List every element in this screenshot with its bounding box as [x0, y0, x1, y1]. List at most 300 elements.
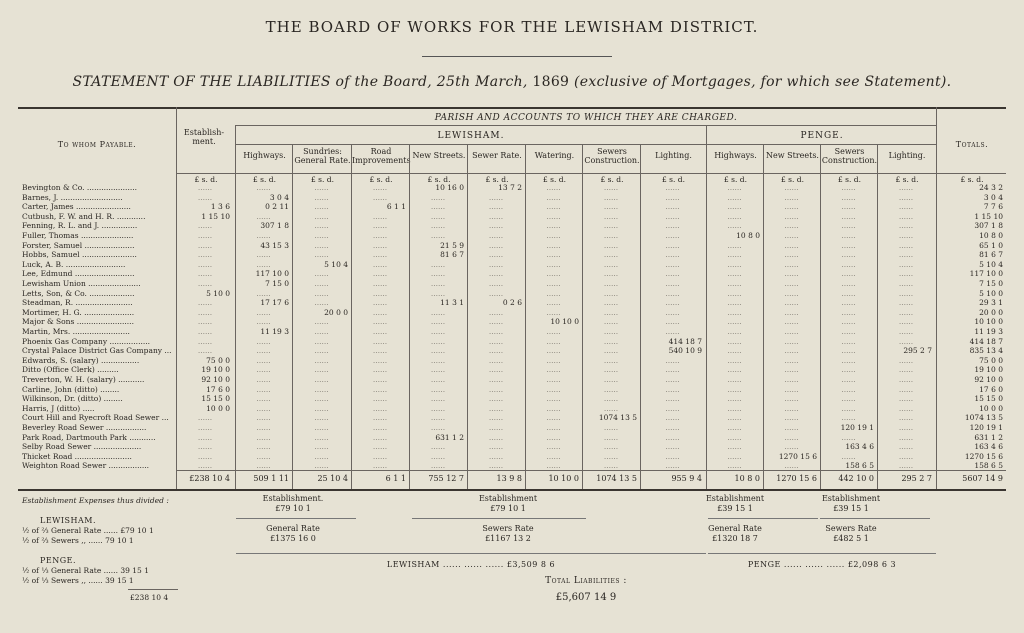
- amount-cell: 158 6 5: [845, 461, 874, 471]
- amount-cell: ......: [898, 403, 914, 413]
- amount-cell: ......: [430, 403, 446, 413]
- amount-cell: ......: [256, 231, 271, 240]
- column-header: Lighting.: [888, 151, 926, 160]
- amount-cell: ......: [603, 269, 619, 279]
- payee-name: Forster, Samuel .....................: [22, 240, 135, 250]
- amount-cell: ......: [256, 346, 271, 356]
- table-row: [22, 433, 1022, 442]
- amount-cell: ......: [197, 442, 213, 452]
- amount-cell: ......: [898, 288, 914, 298]
- amount-cell: ......: [197, 221, 213, 231]
- amount-cell: 295 2 7: [903, 346, 932, 356]
- bracket-penge: [708, 553, 936, 554]
- amount-cell: ......: [197, 327, 213, 336]
- amount-cell: ......: [372, 327, 388, 336]
- total-cell: 6 1 1: [385, 474, 406, 483]
- amount-cell: ......: [372, 250, 388, 260]
- amount-cell: ......: [603, 259, 619, 269]
- amount-cell: ......: [372, 346, 388, 356]
- bracket-d: [820, 518, 930, 519]
- total-cell: 1270 15 6: [776, 474, 817, 483]
- amount-cell: 540 10 9: [668, 346, 702, 356]
- amount-cell: 15 15 0: [974, 394, 1003, 404]
- amount-cell: ......: [546, 259, 561, 269]
- amount-cell: ......: [665, 221, 680, 231]
- amount-cell: ......: [727, 183, 742, 192]
- payee-name: Fuller, Thomas ......................: [22, 231, 134, 240]
- amount-cell: ......: [488, 250, 504, 260]
- amount-cell: ......: [197, 423, 213, 432]
- header-to-whom: To whom Payable.: [57, 140, 137, 149]
- amount-cell: ......: [898, 202, 914, 212]
- amount-cell: ......: [197, 192, 213, 202]
- amount-cell: ......: [841, 403, 856, 413]
- amount-cell: ......: [665, 250, 680, 260]
- amount-cell: ......: [784, 279, 799, 288]
- amount-cell: 11 19 3: [974, 327, 1003, 336]
- amount-cell: 835 13 4: [969, 346, 1003, 356]
- amount-cell: ......: [727, 211, 742, 221]
- lsd-subheader: £ s. d.: [960, 175, 984, 184]
- amount-cell: ......: [197, 307, 213, 317]
- amount-cell: ......: [314, 384, 329, 394]
- total-liabilities-value: £5,607 14 9: [555, 592, 617, 603]
- amount-cell: ......: [256, 365, 271, 375]
- footer-penge-line-1: ½ of ⅓ General Rate ...... 39 15 1: [22, 566, 149, 575]
- amount-cell: 43 15 3: [260, 240, 289, 250]
- amount-cell: ......: [488, 288, 504, 298]
- table-row: [22, 231, 1022, 240]
- amount-cell: ......: [727, 259, 742, 269]
- column-header: Lighting.: [655, 151, 692, 160]
- amount-cell: ......: [603, 192, 619, 202]
- table-row: [22, 461, 1022, 470]
- payee-name: Letts, Son, & Co. ...................: [22, 288, 135, 298]
- amount-cell: ......: [430, 211, 446, 221]
- amount-cell: ......: [727, 394, 742, 404]
- amount-cell: ......: [372, 231, 388, 240]
- penge-general-rate-value: £1320 18 7: [712, 534, 758, 543]
- amount-cell: 15 15 0: [201, 394, 230, 404]
- amount-cell: ......: [546, 346, 561, 356]
- subtitle-suffix: (exclusive of Mortgages, for which see Statement).: [574, 74, 952, 90]
- amount-cell: ......: [546, 269, 561, 279]
- amount-cell: ......: [841, 413, 856, 423]
- footer-penge-head: PENGE.: [40, 556, 76, 565]
- subtitle-prefix: STATEMENT OF THE LIABILITIES: [72, 74, 331, 90]
- amount-cell: ......: [430, 413, 446, 423]
- amount-cell: ......: [603, 346, 619, 356]
- amount-cell: ......: [430, 192, 446, 202]
- amount-cell: ......: [430, 451, 446, 461]
- amount-cell: 11 19 3: [260, 327, 289, 336]
- amount-cell: ......: [784, 183, 799, 192]
- lsd-subheader: £ s. d.: [311, 175, 334, 184]
- column-header: Sewer Rate.: [472, 151, 522, 160]
- amount-cell: ......: [841, 221, 856, 231]
- amount-cell: ......: [488, 211, 504, 221]
- amount-cell: ......: [784, 269, 799, 279]
- amount-cell: ......: [314, 327, 329, 336]
- amount-cell: 21 5 9: [440, 240, 464, 250]
- amount-cell: ......: [841, 394, 856, 404]
- table-row: [22, 289, 1022, 298]
- amount-cell: ......: [603, 403, 619, 413]
- amount-cell: ......: [256, 394, 271, 404]
- total-cell: 955 9 4: [671, 474, 702, 483]
- amount-cell: ......: [603, 279, 619, 288]
- amount-cell: ......: [546, 442, 561, 452]
- amount-cell: ......: [784, 403, 799, 413]
- amount-cell: ......: [314, 336, 329, 346]
- amount-cell: ......: [256, 442, 271, 452]
- amount-cell: ......: [898, 394, 914, 404]
- establishment-a-label: Establishment.: [262, 494, 324, 503]
- amount-cell: ......: [727, 288, 742, 298]
- amount-cell: ......: [665, 451, 680, 461]
- payee-name: Thicket Road ........................: [22, 451, 132, 461]
- amount-cell: 75 0 0: [206, 355, 230, 365]
- header-totals: Totals.: [955, 140, 989, 149]
- amount-cell: ......: [256, 384, 271, 394]
- amount-cell: ......: [197, 259, 213, 269]
- table-bottom-rule: [18, 489, 1006, 491]
- table-row: [22, 394, 1022, 403]
- penge-sewers-rate-label: Sewers Rate: [825, 524, 877, 533]
- payee-name: Harris, J (ditto) .....: [22, 403, 95, 413]
- amount-cell: ......: [727, 327, 742, 336]
- amount-cell: ......: [430, 221, 446, 231]
- amount-cell: ......: [727, 240, 742, 250]
- amount-cell: ......: [898, 231, 914, 240]
- establishment-c: [704, 494, 766, 514]
- total-cell: 10 8 0: [734, 474, 760, 483]
- page-title: THE BOARD OF WORKS FOR THE LEWISHAM DISTRICT.: [265, 18, 759, 36]
- amount-cell: ......: [546, 384, 561, 394]
- general-rate-value: £1375 16 0: [270, 534, 316, 543]
- amount-cell: 13 7 2: [498, 183, 522, 192]
- penge-general-rate-label: General Rate: [708, 524, 762, 533]
- payee-name: Mortimer, H. G. .....................: [22, 307, 135, 317]
- amount-cell: ......: [372, 461, 388, 471]
- amount-cell: ......: [488, 317, 504, 327]
- amount-cell: ......: [898, 375, 914, 384]
- column-header: Sewers Construction.: [821, 147, 878, 165]
- amount-cell: ......: [841, 202, 856, 212]
- lsd-subheader: £ s. d.: [253, 175, 276, 184]
- payee-name: Weighton Road Sewer .................: [22, 461, 150, 471]
- amount-cell: ......: [727, 279, 742, 288]
- amount-cell: ......: [546, 231, 561, 240]
- amount-cell: 17 6 0: [979, 384, 1003, 394]
- lsd-subheader: £ s. d.: [427, 175, 451, 184]
- amount-cell: ......: [430, 355, 446, 365]
- amount-cell: 414 18 7: [668, 336, 702, 346]
- lewisham-total: LEWISHAM ...... ...... ...... £3,509 8 6: [386, 560, 556, 569]
- footer-total: £238 10 4: [130, 593, 169, 602]
- amount-cell: ......: [603, 365, 619, 375]
- amount-cell: ......: [546, 211, 561, 221]
- amount-cell: ......: [256, 250, 271, 260]
- amount-cell: ......: [841, 259, 856, 269]
- amount-cell: ......: [197, 336, 213, 346]
- amount-cell: ......: [603, 231, 619, 240]
- amount-cell: 120 19 1: [840, 423, 874, 432]
- amount-cell: 3 0 4: [269, 192, 289, 202]
- amount-cell: ......: [841, 288, 856, 298]
- amount-cell: 10 8 0: [979, 231, 1003, 240]
- amount-cell: ......: [372, 269, 388, 279]
- payee-name: Wilkinson, Dr. (ditto) ........: [22, 394, 123, 404]
- footer-lewisham-head: LEWISHAM.: [40, 516, 97, 525]
- amount-cell: 307 1 8: [260, 221, 289, 231]
- amount-cell: ......: [430, 346, 446, 356]
- amount-cell: ......: [898, 269, 914, 279]
- amount-cell: ......: [898, 336, 914, 346]
- table-row: [22, 442, 1022, 451]
- amount-cell: ......: [665, 355, 680, 365]
- table-row: [22, 385, 1022, 394]
- amount-cell: ......: [314, 231, 329, 240]
- total-cell: 10 10 0: [548, 474, 579, 483]
- amount-cell: ......: [372, 279, 388, 288]
- amount-cell: ......: [197, 231, 213, 240]
- amount-cell: ......: [488, 384, 504, 394]
- establishment-a: [248, 494, 338, 514]
- amount-cell: ......: [314, 403, 329, 413]
- amount-cell: ......: [488, 394, 504, 404]
- amount-cell: ......: [256, 461, 271, 471]
- amount-cell: 3 0 4: [983, 192, 1003, 202]
- amount-cell: ......: [546, 451, 561, 461]
- amount-cell: ......: [603, 375, 619, 384]
- amount-cell: ......: [665, 183, 680, 192]
- amount-cell: 0 2 11: [265, 202, 289, 212]
- amount-cell: ......: [727, 423, 742, 432]
- amount-cell: ......: [372, 288, 388, 298]
- amount-cell: ......: [372, 394, 388, 404]
- amount-cell: ......: [488, 461, 504, 471]
- amount-cell: ......: [546, 355, 561, 365]
- amount-cell: ......: [372, 336, 388, 346]
- establishment-c-label: Establishment: [705, 494, 765, 503]
- table-row: [22, 279, 1022, 288]
- amount-cell: ......: [546, 403, 561, 413]
- amount-cell: ......: [256, 288, 271, 298]
- amount-cell: ......: [546, 423, 561, 432]
- amount-cell: ......: [372, 307, 388, 317]
- amount-cell: ......: [430, 336, 446, 346]
- establishment-d-value: £39 15 1: [833, 504, 869, 513]
- amount-cell: ......: [665, 279, 680, 288]
- amount-cell: ......: [727, 317, 742, 327]
- amount-cell: ......: [603, 298, 619, 308]
- sewers-rate-label: Sewers Rate: [482, 524, 534, 533]
- amount-cell: ......: [314, 432, 329, 442]
- amount-cell: ......: [603, 317, 619, 327]
- amount-cell: ......: [784, 413, 799, 423]
- column-header: Highways.: [243, 151, 286, 160]
- amount-cell: ......: [603, 394, 619, 404]
- amount-cell: ......: [256, 307, 271, 317]
- amount-cell: ......: [488, 442, 504, 452]
- amount-cell: ......: [430, 384, 446, 394]
- amount-cell: ......: [898, 298, 914, 308]
- amount-cell: ......: [665, 211, 680, 221]
- amount-cell: ......: [898, 183, 914, 192]
- amount-cell: ......: [197, 413, 213, 423]
- amount-cell: ......: [372, 423, 388, 432]
- amount-cell: ......: [727, 384, 742, 394]
- amount-cell: 10 0 0: [979, 403, 1003, 413]
- amount-cell: ......: [546, 375, 561, 384]
- amount-cell: ......: [256, 403, 271, 413]
- amount-cell: ......: [430, 423, 446, 432]
- amount-cell: ......: [546, 202, 561, 212]
- amount-cell: ......: [546, 250, 561, 260]
- amount-cell: ......: [314, 240, 329, 250]
- amount-cell: ......: [665, 432, 680, 442]
- column-header: New Streets.: [766, 151, 819, 160]
- amount-cell: ......: [784, 365, 799, 375]
- amount-cell: ......: [841, 298, 856, 308]
- amount-cell: 120 19 1: [969, 423, 1003, 432]
- amount-cell: 7 15 0: [265, 279, 289, 288]
- amount-cell: 19 10 0: [974, 365, 1003, 375]
- header-penge: PENGE.: [800, 131, 844, 141]
- amount-cell: ......: [898, 451, 914, 461]
- establishment-b: [468, 494, 548, 514]
- penge-sewers-rate-value: £482 5 1: [833, 534, 869, 543]
- table-row: [22, 241, 1022, 250]
- amount-cell: ......: [898, 211, 914, 221]
- amount-cell: ......: [665, 413, 680, 423]
- amount-cell: ......: [665, 384, 680, 394]
- lsd-subheader: £ s. d.: [781, 175, 804, 184]
- amount-cell: ......: [314, 461, 329, 471]
- payee-name: Park Road, Dartmouth Park ...........: [22, 432, 156, 442]
- footer-lewisham-line-1: ½ of ⅔ General Rate ...... £79 10 1: [22, 526, 154, 535]
- amount-cell: ......: [488, 403, 504, 413]
- amount-cell: ......: [197, 279, 213, 288]
- amount-cell: ......: [784, 211, 799, 221]
- amount-cell: ......: [784, 346, 799, 356]
- establishment-c-value: £39 15 1: [717, 504, 753, 513]
- amount-cell: 65 1 0: [979, 240, 1003, 250]
- amount-cell: 92 10 0: [974, 375, 1003, 384]
- amount-cell: ......: [430, 202, 446, 212]
- payee-name: Lewisham Union ......................: [22, 279, 141, 288]
- amount-cell: ......: [488, 432, 504, 442]
- amount-cell: ......: [314, 288, 329, 298]
- amount-cell: 19 10 0: [201, 365, 230, 375]
- table-row: [22, 298, 1022, 307]
- amount-cell: 5 10 0: [979, 288, 1003, 298]
- amount-cell: ......: [256, 183, 271, 192]
- amount-cell: 10 8 0: [736, 231, 760, 240]
- table-row: [22, 452, 1022, 461]
- amount-cell: ......: [784, 221, 799, 231]
- amount-cell: ......: [603, 250, 619, 260]
- amount-cell: ......: [603, 423, 619, 432]
- penge-general-rate-block: [704, 524, 766, 544]
- amount-cell: ......: [314, 250, 329, 260]
- amount-cell: ......: [546, 336, 561, 346]
- parish-rule: [236, 125, 937, 126]
- amount-cell: ......: [603, 307, 619, 317]
- amount-cell: ......: [372, 432, 388, 442]
- penge-sewers-rate-block: [820, 524, 882, 544]
- amount-cell: 20 0 0: [324, 307, 348, 317]
- amount-cell: ......: [898, 250, 914, 260]
- amount-cell: ......: [841, 327, 856, 336]
- total-liabilities-label: Total Liabilities :: [545, 576, 627, 586]
- amount-cell: ......: [197, 269, 213, 279]
- amount-cell: ......: [603, 442, 619, 452]
- amount-cell: ......: [841, 269, 856, 279]
- amount-cell: 1270 15 6: [778, 451, 817, 461]
- amount-cell: ......: [841, 183, 856, 192]
- amount-cell: 10 10 0: [550, 317, 579, 327]
- amount-cell: ......: [430, 231, 446, 240]
- amount-cell: ......: [256, 451, 271, 461]
- payee-name: Carline, John (ditto) ........: [22, 384, 120, 394]
- payee-name: Beverley Road Sewer .................: [22, 423, 147, 432]
- table-row: [22, 404, 1022, 413]
- amount-cell: ......: [256, 259, 271, 269]
- amount-cell: ......: [841, 250, 856, 260]
- amount-cell: ......: [727, 442, 742, 452]
- amount-cell: ......: [256, 355, 271, 365]
- payee-name: Major & Sons ........................: [22, 317, 134, 327]
- amount-cell: ......: [256, 336, 271, 346]
- column-header: Watering.: [534, 151, 575, 160]
- table-row: [22, 269, 1022, 278]
- amount-cell: ......: [665, 461, 680, 471]
- amount-cell: ......: [784, 288, 799, 298]
- amount-cell: ......: [314, 346, 329, 356]
- page-subtitle: [0, 74, 1024, 90]
- amount-cell: ......: [314, 192, 329, 202]
- amount-cell: ......: [372, 375, 388, 384]
- amount-cell: ......: [665, 375, 680, 384]
- amount-cell: ......: [784, 317, 799, 327]
- amount-cell: ......: [898, 423, 914, 432]
- table-row: [22, 327, 1022, 336]
- amount-cell: ......: [603, 240, 619, 250]
- amount-cell: ......: [372, 365, 388, 375]
- amount-cell: ......: [488, 365, 504, 375]
- amount-cell: ......: [727, 346, 742, 356]
- column-header: Sundries: General Rate.: [294, 147, 351, 165]
- table-row: [22, 375, 1022, 384]
- amount-cell: 24 3 2: [979, 183, 1003, 192]
- amount-cell: ......: [841, 365, 856, 375]
- payee-name: Edwards, S. (salary) ................: [22, 355, 140, 365]
- amount-cell: 81 6 7: [979, 250, 1003, 260]
- amount-cell: ......: [197, 451, 213, 461]
- amount-cell: 1 3 6: [210, 202, 230, 212]
- amount-cell: ......: [603, 202, 619, 212]
- amount-cell: ......: [603, 183, 619, 192]
- amount-cell: ......: [546, 298, 561, 308]
- amount-cell: ......: [898, 279, 914, 288]
- payee-name: Martin, Mrs. ........................: [22, 327, 130, 336]
- table-row: [22, 337, 1022, 346]
- table-row: [22, 260, 1022, 269]
- total-cell: 5607 14 9: [962, 474, 1003, 483]
- amount-cell: ......: [784, 240, 799, 250]
